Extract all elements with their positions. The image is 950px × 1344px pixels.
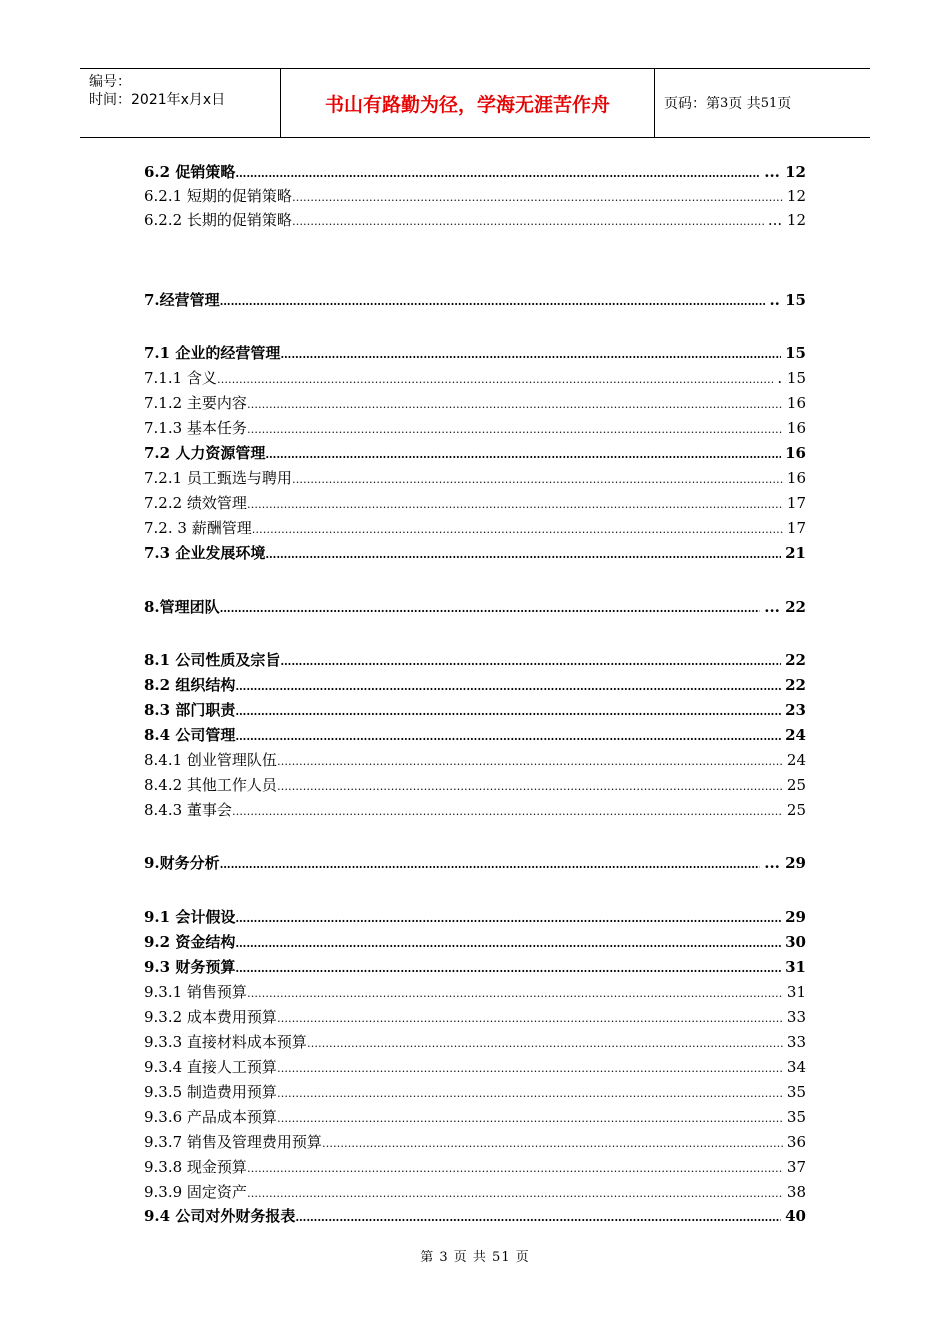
toc-entry-label: 8.4.2 其他工作人员 xyxy=(144,776,277,794)
page-mid: 页 共 xyxy=(728,96,761,112)
toc-leader-dots xyxy=(232,801,783,823)
toc-entry[interactable] xyxy=(144,517,806,539)
page-suffix: 页 xyxy=(777,96,792,112)
toc-entry[interactable] xyxy=(144,492,806,514)
toc-entry[interactable] xyxy=(144,289,806,311)
toc-entry-page: 25 xyxy=(786,801,806,819)
toc-entry[interactable] xyxy=(144,1181,806,1203)
toc-entry-page: 29 xyxy=(785,908,806,926)
toc-leader-dots xyxy=(292,211,764,233)
toc-entry-label: 7.1.3 基本任务 xyxy=(144,419,247,437)
toc-leader-dots xyxy=(277,1083,783,1105)
toc-entry-page: 24 xyxy=(785,726,806,744)
toc-entry-page: 33 xyxy=(786,1033,806,1051)
toc-entry[interactable] xyxy=(144,417,806,439)
header-meta xyxy=(80,69,281,137)
toc-entry-label: 7.经营管理 xyxy=(144,291,220,309)
toc-entry[interactable] xyxy=(144,956,806,978)
toc-entry-page: 24 xyxy=(786,751,806,769)
toc-leader-dots xyxy=(292,469,783,491)
toc-entry[interactable] xyxy=(144,1056,806,1078)
toc-entry[interactable] xyxy=(144,649,806,671)
toc-entry[interactable] xyxy=(144,774,806,796)
toc-entry-label: 9.3.3 直接材料成本预算 xyxy=(144,1033,307,1051)
toc-entry[interactable] xyxy=(144,1081,806,1103)
header-motto: 书山有路勤为径，学海无涯苦作舟 xyxy=(281,69,655,137)
toc-entry[interactable] xyxy=(144,542,806,564)
toc-entry-page: 16 xyxy=(786,419,806,437)
toc-entry-page: 21 xyxy=(785,544,806,562)
toc-entry[interactable] xyxy=(144,852,806,874)
page-total: 51 xyxy=(760,95,778,111)
header-date: 时间：2021年x月x日 xyxy=(89,92,226,108)
toc-leader-dots xyxy=(247,419,783,441)
toc-entry-label: 7.2.2 绩效管理 xyxy=(144,494,247,512)
toc-leader-dots xyxy=(247,394,783,416)
toc-entry-label: 7.1 企业的经营管理 xyxy=(144,344,281,362)
toc-leader-dots xyxy=(247,494,783,516)
toc-entry-label: 8.管理团队 xyxy=(144,598,220,616)
toc-leader-dots xyxy=(217,369,773,391)
toc-entry-label: 7.1.1 含义 xyxy=(144,369,217,387)
toc-entry[interactable] xyxy=(144,981,806,1003)
toc-entry-page: 25 xyxy=(786,776,806,794)
page-prefix: 页码：第 xyxy=(664,96,720,112)
toc-entry[interactable] xyxy=(144,1106,806,1128)
toc-entry[interactable] xyxy=(144,442,806,464)
toc-entry-label: 7.1.2 主要内容 xyxy=(144,394,247,412)
toc-leader-dots xyxy=(235,701,781,723)
toc-leader-dots xyxy=(220,291,766,313)
toc-entry-page: 37 xyxy=(786,1158,806,1176)
toc-entry-page: 22 xyxy=(785,651,806,669)
toc-entry-page: 35 xyxy=(786,1083,806,1101)
toc-entry-page: 16 xyxy=(785,444,806,462)
toc-entry[interactable] xyxy=(144,724,806,746)
toc-leader-dots xyxy=(322,1133,783,1155)
toc-leader-dots xyxy=(247,1183,783,1205)
toc-leader-dots xyxy=(235,163,760,185)
toc-entry-label: 8.4 公司管理 xyxy=(144,726,236,744)
toc-entry-label: 9.3.2 成本费用预算 xyxy=(144,1008,277,1026)
toc-entry[interactable] xyxy=(144,367,806,389)
toc-entry-label: 9.2 资金结构 xyxy=(144,933,236,951)
page-footer: 第 3 页 共 51 页 xyxy=(420,1250,530,1265)
page-current: 3 xyxy=(720,95,729,111)
toc-entry-label: 9.3.6 产品成本预算 xyxy=(144,1108,277,1126)
toc-entry-page: 36 xyxy=(786,1133,806,1151)
toc-entry-label: 8.1 公司性质及宗旨 xyxy=(144,651,281,669)
toc-entry[interactable] xyxy=(144,1131,806,1153)
toc-entry-page: 22 xyxy=(785,676,806,694)
toc-entry[interactable] xyxy=(144,674,806,696)
toc-entry[interactable] xyxy=(144,1006,806,1028)
toc-leader-dots xyxy=(220,598,761,620)
toc-entry-page: 35 xyxy=(786,1108,806,1126)
toc-leader-dots xyxy=(265,444,781,466)
toc-entry-label: 9.3.1 销售预算 xyxy=(144,983,247,1001)
toc-entry[interactable] xyxy=(144,209,806,231)
toc-entry-label: 9.财务分析 xyxy=(144,854,220,872)
toc-entry[interactable] xyxy=(144,906,806,928)
toc-leader-dots xyxy=(247,983,783,1005)
toc-entry-page: ... 29 xyxy=(764,854,806,872)
toc-entry-label: 9.3.7 销售及管理费用预算 xyxy=(144,1133,322,1151)
toc-entry-label: 8.2 组织结构 xyxy=(144,676,236,694)
toc-leader-dots xyxy=(277,1058,783,1080)
toc-entry-label: 8.4.1 创业管理队伍 xyxy=(144,751,277,769)
toc-entry-label: 7.2 人力资源管理 xyxy=(144,444,266,462)
toc-entry-page: 17 xyxy=(786,494,806,512)
toc-entry-page: 40 xyxy=(785,1207,806,1225)
toc-entry[interactable] xyxy=(144,1156,806,1178)
toc-entry-page: 12 xyxy=(786,187,806,205)
toc-entry-label: 9.4 公司对外财务报表 xyxy=(144,1207,296,1225)
toc-leader-dots xyxy=(277,1108,783,1130)
toc-entry-label: 9.3.4 直接人工预算 xyxy=(144,1058,277,1076)
toc-entry-label: 7.2.1 员工甄选与聘用 xyxy=(144,469,292,487)
page-header xyxy=(80,68,870,138)
toc-entry-page: ... 12 xyxy=(767,211,806,229)
toc-entry-page: 16 xyxy=(786,394,806,412)
toc-entry-page: 31 xyxy=(785,958,806,976)
toc-entry-label: 9.3.9 固定资产 xyxy=(144,1183,247,1201)
toc-entry-page: 33 xyxy=(786,1008,806,1026)
toc-entry-label: 9.3.8 现金预算 xyxy=(144,1158,247,1176)
toc-entry[interactable] xyxy=(144,799,806,821)
toc-entry-label: 9.3 财务预算 xyxy=(144,958,236,976)
toc-leader-dots xyxy=(295,1207,781,1229)
toc-entry-page: 16 xyxy=(786,469,806,487)
toc-entry-label: 7.3 企业发展环境 xyxy=(144,544,266,562)
toc-entry[interactable] xyxy=(144,392,806,414)
toc-entry-label: 7.2. 3 薪酬管理 xyxy=(144,519,252,537)
toc-leader-dots xyxy=(252,519,783,541)
toc-leader-dots xyxy=(280,344,781,366)
toc-leader-dots xyxy=(265,544,781,566)
toc-entry-page: 31 xyxy=(786,983,806,1001)
toc-entry[interactable] xyxy=(144,467,806,489)
toc-entry-page: ... 12 xyxy=(764,163,806,181)
header-page-info xyxy=(654,69,870,137)
toc-entry[interactable] xyxy=(144,596,806,618)
toc-entry-page: . 15 xyxy=(777,369,806,387)
toc-entry[interactable] xyxy=(144,1205,806,1227)
toc-leader-dots xyxy=(277,751,783,773)
toc-entry-label: 9.3.5 制造费用预算 xyxy=(144,1083,277,1101)
toc-leader-dots xyxy=(220,854,761,876)
toc-leader-dots xyxy=(292,187,783,209)
toc-leader-dots xyxy=(277,776,783,798)
toc-entry-label: 6.2.1 短期的促销策略 xyxy=(144,187,292,205)
toc-leader-dots xyxy=(280,651,781,673)
toc-entry-page: 34 xyxy=(786,1058,806,1076)
toc-entry-label: 8.4.3 董事会 xyxy=(144,801,232,819)
toc-entry-label: 9.1 会计假设 xyxy=(144,908,236,926)
toc-entry[interactable] xyxy=(144,749,806,771)
toc-entry[interactable] xyxy=(144,342,806,364)
toc-entry-page: 23 xyxy=(785,701,806,719)
toc-leader-dots xyxy=(235,726,781,748)
toc-leader-dots xyxy=(235,958,781,980)
toc-entry-page: 30 xyxy=(785,933,806,951)
toc-entry-label: 6.2.2 长期的促销策略 xyxy=(144,211,292,229)
toc-leader-dots xyxy=(235,676,781,698)
toc-entry[interactable] xyxy=(144,161,806,183)
toc-leader-dots xyxy=(307,1033,783,1055)
toc-entry[interactable] xyxy=(144,931,806,953)
toc-entry[interactable] xyxy=(144,699,806,721)
toc-entry-page: .. 15 xyxy=(769,291,806,309)
toc-entry-page: ... 22 xyxy=(764,598,806,616)
toc-entry-page: 15 xyxy=(785,344,806,362)
toc-entry[interactable] xyxy=(144,185,806,207)
toc-entry[interactable] xyxy=(144,1031,806,1053)
toc-leader-dots xyxy=(247,1158,783,1180)
toc-leader-dots xyxy=(235,908,781,930)
toc-entry-page: 17 xyxy=(786,519,806,537)
toc-entry-label: 8.3 部门职责 xyxy=(144,701,236,719)
toc-leader-dots xyxy=(235,933,781,955)
toc-entry-page: 38 xyxy=(786,1183,806,1201)
header-number: 编号： xyxy=(89,74,131,90)
toc-leader-dots xyxy=(277,1008,783,1030)
toc-entry-label: 6.2 促销策略 xyxy=(144,163,236,181)
